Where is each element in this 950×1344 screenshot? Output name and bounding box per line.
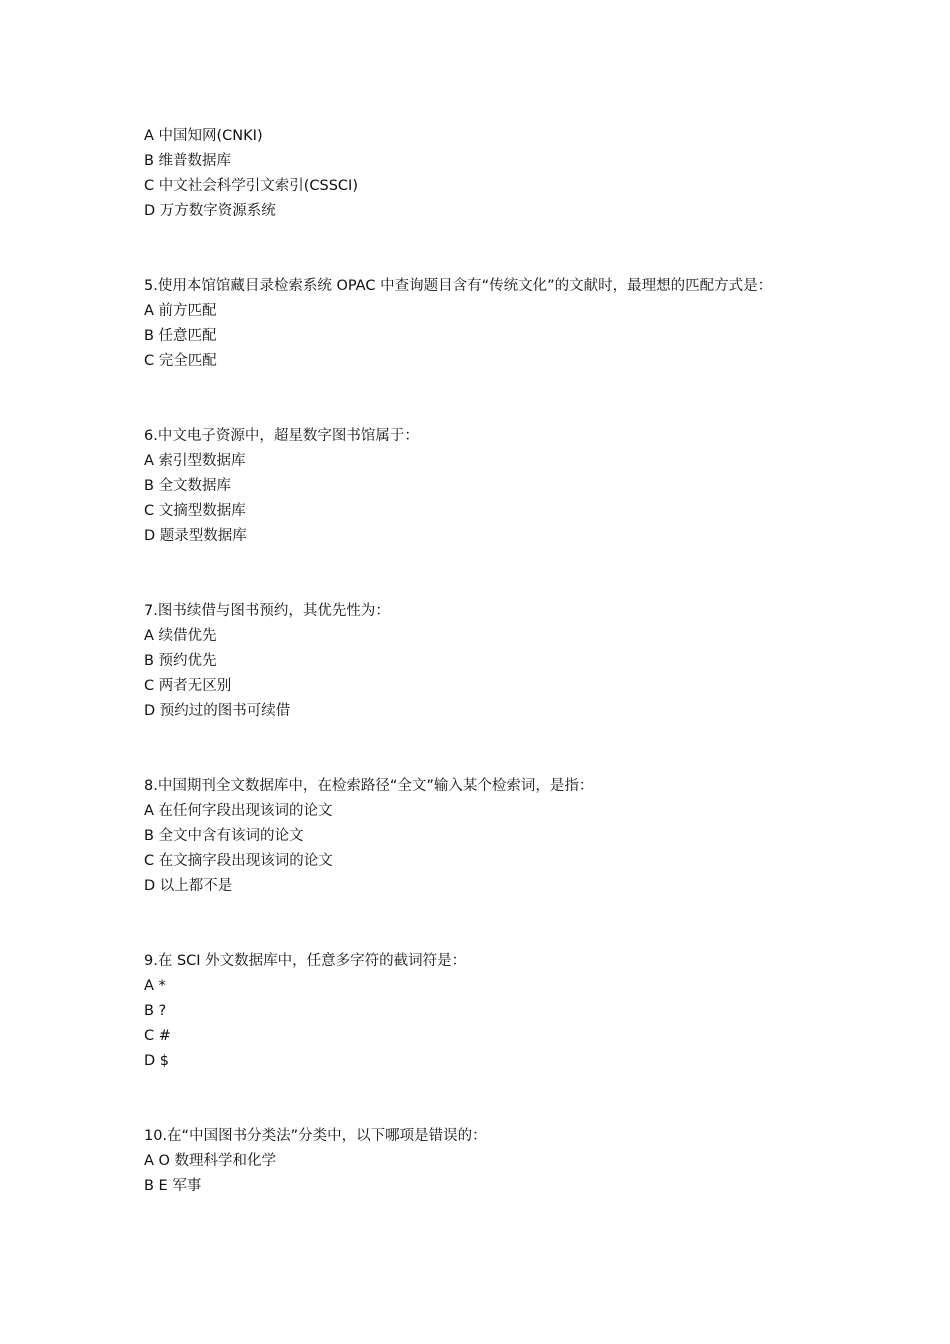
question-block-9 bbox=[144, 949, 824, 1074]
option-a: A 索引型数据库 bbox=[144, 453, 246, 469]
option-c: C 中文社会科学引文索引(CSSCI) bbox=[144, 178, 358, 194]
spacer bbox=[144, 1074, 824, 1124]
option-d: D 题录型数据库 bbox=[144, 528, 247, 544]
spacer bbox=[144, 724, 824, 774]
option-a: A * bbox=[144, 978, 166, 994]
option-d: D $ bbox=[144, 1053, 169, 1069]
option-a: A 在任何字段出现该词的论文 bbox=[144, 803, 333, 819]
option-a: A 中国知网(CNKI) bbox=[144, 128, 263, 144]
spacer bbox=[144, 549, 824, 599]
option-b: B 全文中含有该词的论文 bbox=[144, 828, 304, 844]
question-block-8 bbox=[144, 774, 824, 899]
option-c: C 完全匹配 bbox=[144, 353, 217, 369]
question-text: 10.在“中国图书分类法”分类中，以下哪项是错误的： bbox=[144, 1128, 487, 1144]
option-d: D 预约过的图书可续借 bbox=[144, 703, 291, 719]
question-block-6 bbox=[144, 424, 824, 549]
question-text: 8.中国期刊全文数据库中，在检索路径“全文”输入某个检索词，是指： bbox=[144, 778, 594, 794]
option-a: A 续借优先 bbox=[144, 628, 217, 644]
question-text: 9.在 SCI 外文数据库中，任意多字符的截词符是： bbox=[144, 953, 467, 969]
spacer bbox=[144, 224, 824, 274]
document-content bbox=[144, 124, 824, 1199]
spacer bbox=[144, 374, 824, 424]
option-a: A 前方匹配 bbox=[144, 303, 217, 319]
option-a: A O 数理科学和化学 bbox=[144, 1153, 277, 1169]
option-d: D 以上都不是 bbox=[144, 878, 233, 894]
question-block-7 bbox=[144, 599, 824, 724]
question-text: 6.中文电子资源中，超星数字图书馆属于： bbox=[144, 428, 419, 444]
option-b: B 维普数据库 bbox=[144, 153, 232, 169]
option-b: B E 军事 bbox=[144, 1178, 202, 1194]
option-c: C # bbox=[144, 1028, 171, 1044]
option-b: B 预约优先 bbox=[144, 653, 217, 669]
option-c: C 文摘型数据库 bbox=[144, 503, 246, 519]
option-b: B ? bbox=[144, 1003, 167, 1019]
question-text: 7.图书续借与图书预约，其优先性为： bbox=[144, 603, 390, 619]
question-block-10 bbox=[144, 1124, 824, 1199]
option-b: B 全文数据库 bbox=[144, 478, 232, 494]
option-c: C 两者无区别 bbox=[144, 678, 232, 694]
option-b: B 任意匹配 bbox=[144, 328, 217, 344]
spacer bbox=[144, 899, 824, 949]
question-text: 5.使用本馆馆藏目录检索系统 OPAC 中查询题目含有“传统文化”的文献时，最理想的匹配方式是： bbox=[144, 278, 773, 294]
question-block-5 bbox=[144, 274, 824, 374]
question-block-4-options bbox=[144, 124, 824, 224]
option-c: C 在文摘字段出现该词的论文 bbox=[144, 853, 333, 869]
option-d: D 万方数字资源系统 bbox=[144, 203, 276, 219]
